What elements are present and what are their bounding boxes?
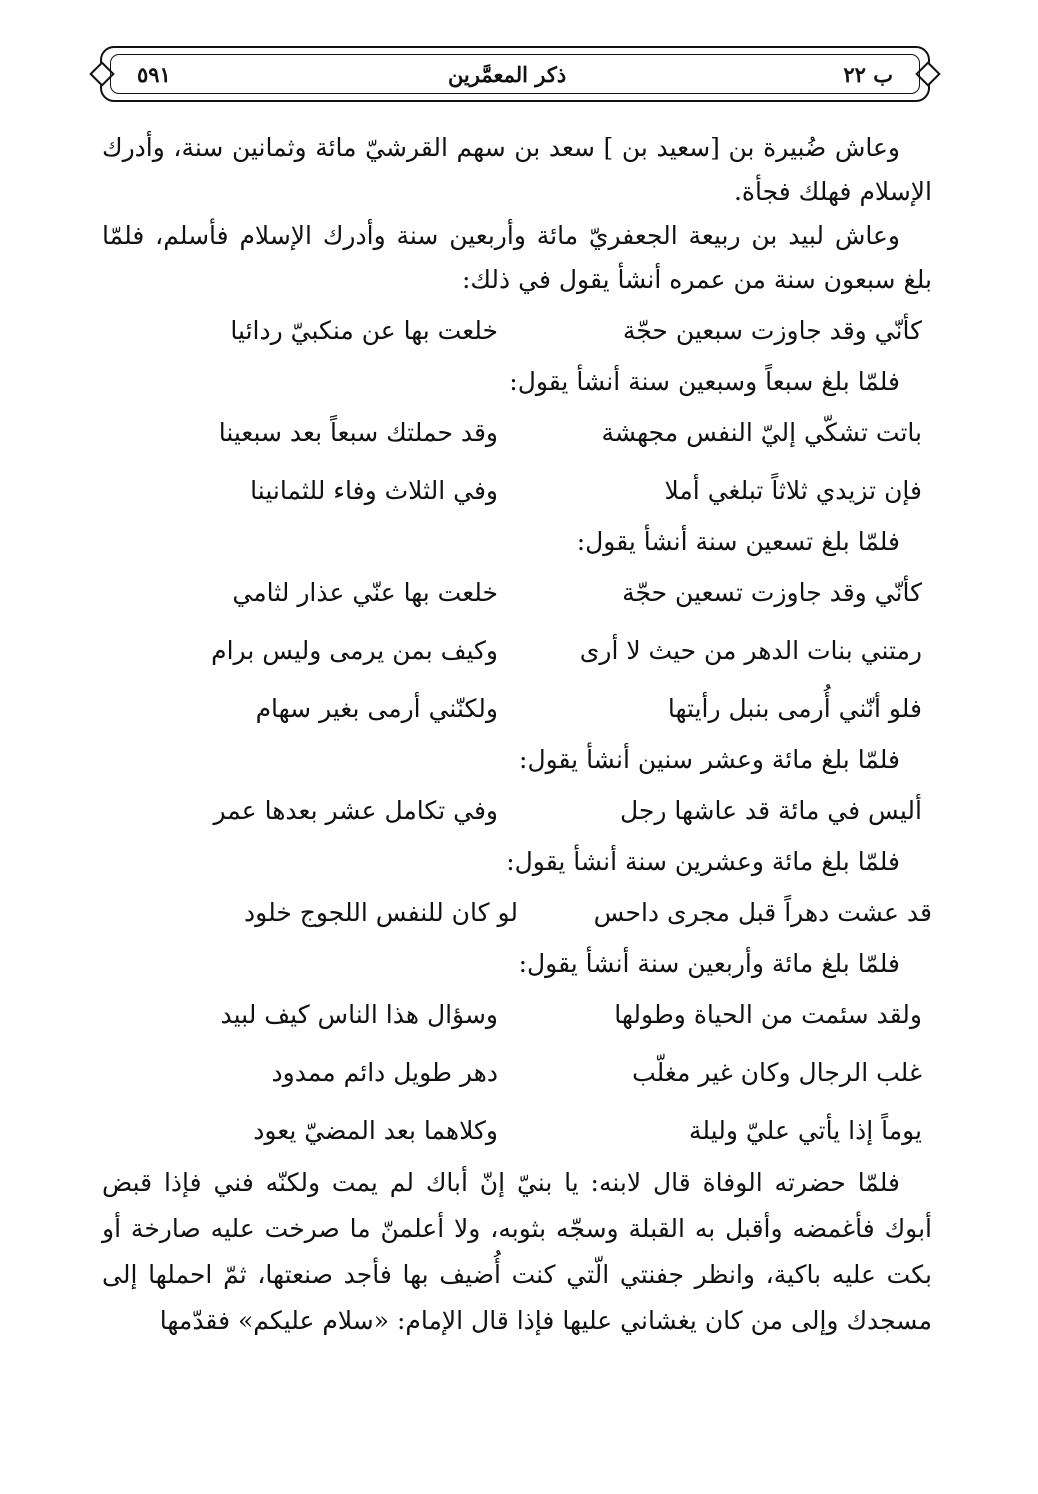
verse-6-first-hemistich: فلو أنّني أُرمى بنبل رأيتها — [667, 694, 922, 723]
verse-5 — [102, 622, 932, 680]
verse-3 — [102, 462, 932, 520]
verse-9 — [102, 986, 932, 1044]
volume-label: ب ٢٢ — [843, 61, 893, 87]
chapter-title: ذكر المعمَّرين — [447, 61, 567, 87]
page-header — [100, 46, 930, 102]
page-number: ٥٩١ — [137, 61, 171, 87]
paragraph-3: فلمّا حضرته الوفاة قال لابنه: يا بنيّ إنّ أباك لم يمت ولكنّه فني فإذا قبض أبوك فأغمضه وأقبل به القبلة وسجّه بثوبه، ولا أعلمنّ ما صرخت عليه صارخة أو بكت عليه باكية، وانظر جفنتي الّتي كنت أُضيف بها فأجد صنعتها، ثمّ احملها إلى مسجدك وإلى من كان يغشاني عليها فإذا قال الإمام: «سلام عليكم» فقدّمها — [102, 1168, 932, 1335]
verse-3-first-hemistich: فإن تزيدي ثلاثاً تبلغي أملا — [664, 476, 922, 505]
verse-9-second-hemistich: وسؤال هذا الناس كيف لبيد — [220, 1000, 498, 1029]
verse-8-first-hemistich: قد عشت دهراً قبل مجرى داحس — [593, 898, 932, 927]
verse-intro-1: فلمّا بلغ سبعاً وسبعين سنة أنشأ يقول: — [509, 367, 900, 396]
paragraph-2: وعاش لبيد بن ربيعة الجعفريّ مائة وأربعين سنة وأدرك الإسلام فأسلم، فلمّا بلغ سبعون سنة من عمره أنشأ يقول في ذلك: — [102, 221, 932, 294]
verse-5-second-hemistich: وكيف بمن يرمى وليس برام — [211, 636, 498, 665]
verse-2-first-hemistich: باتت تشكّي إليّ النفس مجهشة — [601, 418, 922, 447]
verse-7-first-hemistich: أليس في مائة قد عاشها رجل — [619, 796, 922, 825]
verse-7-second-hemistich: وفي تكامل عشر بعدها عمر — [213, 796, 498, 825]
verse-1-first-hemistich: كأنّي وقد جاوزت سبعين حجّة — [622, 316, 922, 345]
verse-8-second-hemistich: لو كان للنفس اللجوج خلود — [244, 898, 518, 927]
verse-8 — [102, 884, 932, 942]
paragraph-1: وعاش ضُبيرة بن [سعيد بن ] سعد بن سهم القرشيّ مائة وثمانين سنة، وأدرك الإسلام فهلك فجأة. — [102, 133, 932, 206]
verse-1 — [102, 302, 932, 360]
verse-10-second-hemistich: دهر طويل دائم ممدود — [271, 1058, 498, 1087]
verse-intro-3: فلمّا بلغ مائة وعشر سنين أنشأ يقول: — [519, 745, 900, 774]
verse-intro-2: فلمّا بلغ تسعين سنة أنشأ يقول: — [576, 527, 900, 556]
verse-3-second-hemistich: وفي الثلاث وفاء للثمانينا — [250, 476, 498, 505]
verse-4-second-hemistich: خلعت بها عنّي عذار لثامي — [232, 578, 498, 607]
verse-6-second-hemistich: ولكنّني أرمى بغير سهام — [255, 694, 498, 723]
verse-2 — [102, 404, 932, 462]
verse-intro-4: فلمّا بلغ مائة وعشرين سنة أنشأ يقول: — [506, 847, 900, 876]
main-text — [102, 126, 932, 1344]
verse-5-first-hemistich: رمتني بنات الدهر من حيث لا أرى — [579, 636, 922, 665]
verse-10-first-hemistich: غلب الرجال وكان غير مغلّب — [632, 1058, 922, 1087]
verse-11 — [102, 1102, 932, 1160]
verse-7 — [102, 782, 932, 840]
verse-11-first-hemistich: يوماً إذا يأتي عليّ وليلة — [688, 1116, 922, 1145]
verse-2-second-hemistich: وقد حملتك سبعاً بعد سبعينا — [218, 418, 498, 447]
verse-6 — [102, 680, 932, 738]
verse-4 — [102, 564, 932, 622]
verse-11-second-hemistich: وكلاهما بعد المضيّ يعود — [253, 1116, 498, 1145]
verse-1-second-hemistich: خلعت بها عن منكبيّ ردائيا — [230, 316, 498, 345]
header-frame — [110, 54, 920, 94]
verse-9-first-hemistich: ولقد سئمت من الحياة وطولها — [614, 1000, 922, 1029]
verse-intro-5: فلمّا بلغ مائة وأربعين سنة أنشأ يقول: — [518, 949, 900, 978]
verse-4-first-hemistich: كأنّي وقد جاوزت تسعين حجّة — [622, 578, 922, 607]
verse-10 — [102, 1044, 932, 1102]
